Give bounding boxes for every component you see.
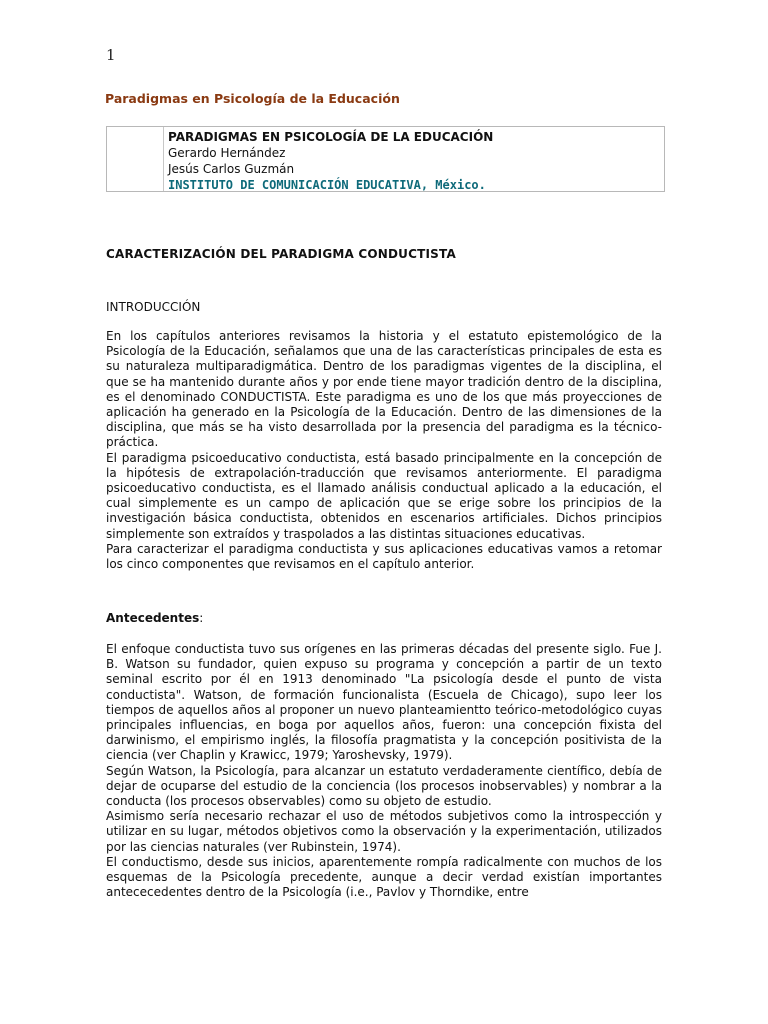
intro-text — [106, 329, 662, 572]
info-cell — [163, 127, 664, 191]
institution: INSTITUTO DE COMUNICACIÓN EDUCATIVA, México. — [168, 178, 486, 192]
paragraph: El enfoque conductista tuvo sus orígenes en las primeras décadas del presente siglo. Fue J. B. Watson su fundador, quien expuso su programa y concepción a partir de un texto seminal escrito por él en 1913 denominado "La psicología desde el punto de vista conductista". Watson, de formación funcionalista (Escuela de Chicago), supo leer los tiempos de aquellos años al proponer un nuevo planteamientto teórico-metodológico cuyas principales influencias, en boga por aquellos años, fueron: una concepción fixista del darwinismo, el empirismo inglés, la filosofía pragmatista y la concepción positivista de la ciencia (ver Chaplin y Krawicc, 1979; Yaroshevsky, 1979). — [106, 642, 662, 763]
author-1: Gerardo Hernández — [168, 146, 286, 160]
info-table — [106, 126, 665, 192]
document-heading: Paradigmas en Psicología de la Educación — [105, 91, 400, 106]
section-title: CARACTERIZACIÓN DEL PARADIGMA CONDUCTISTA — [106, 247, 456, 261]
page-number: 1 — [106, 46, 116, 64]
paragraph: Para caracterizar el paradigma conductista y sus aplicaciones educativas vamos a retomar los cinco componentes que revisamos en el capítulo anterior. — [106, 541, 662, 572]
paragraph: Según Watson, la Psicología, para alcanzar un estatuto verdaderamente científico, debía de dejar de ocuparse del estudio de la conciencia (los procesos inobservables) y nombrar a la conducta (los procesos observables) como su objeto de estudio. — [106, 763, 662, 809]
antecedentes-colon: : — [199, 611, 204, 625]
antecedentes-title: Antecedentes — [106, 611, 200, 625]
paragraph: El paradigma psicoeducativo conductista, está basado principalmente en la concepción de la hipótesis de extrapolación-traducción que revisamos anteriormente. El paradigma psicoeducativo conductista, es el llamado análisis conductual aplicado a la educación, el cual simplemente es un campo de aplicación que se erige sobre los principios de la investigación básica conductista, obtenidos en escenarios artificiales. Dichos principios simplemente son extraídos y traspolados a las distintas situaciones educativas. — [106, 450, 662, 541]
paragraph: El conductismo, desde sus inicios, aparentemente rompía radicalmente con muchos de los esquemas de la Psicología precedente, aunque a decir verdad existían importantes antececedentes dentro de la Psicología (i.e., Pavlov y Thorndike, entre — [106, 854, 662, 900]
intro-title: INTRODUCCIÓN — [106, 300, 201, 314]
paragraph: En los capítulos anteriores revisamos la historia y el estatuto epistemológico de la Psicología de la Educación, señalamos que una de las características principales de esta es su naturaleza multiparadigmática. Dentro de los paradigmas vigentes de la disciplina, el que se ha mantenido durante años y por ende tiene mayor tradición dentro de la disciplina, es el denominado CONDUCTISTA. Este paradigma es uno de los que más proyecciones de aplicación ha generado en la Psicología de la Educación. Dentro de las dimensiones de la disciplina, que más se ha visto desarrollada por la presencia del paradigma es la técnico-práctica. — [106, 329, 662, 450]
antecedentes-text — [106, 642, 662, 900]
author-2: Jesús Carlos Guzmán — [168, 162, 295, 176]
info-title: PARADIGMAS EN PSICOLOGÍA DE LA EDUCACIÓN — [168, 130, 494, 144]
antecedentes-heading — [106, 611, 203, 625]
paragraph: Asimismo sería necesario rechazar el uso de métodos subjetivos como la introspección y utilizar en su lugar, métodos objetivos como la observación y la experimentación, utilizados por las ciencias naturales (ver Rubinstein, 1974). — [106, 809, 662, 854]
